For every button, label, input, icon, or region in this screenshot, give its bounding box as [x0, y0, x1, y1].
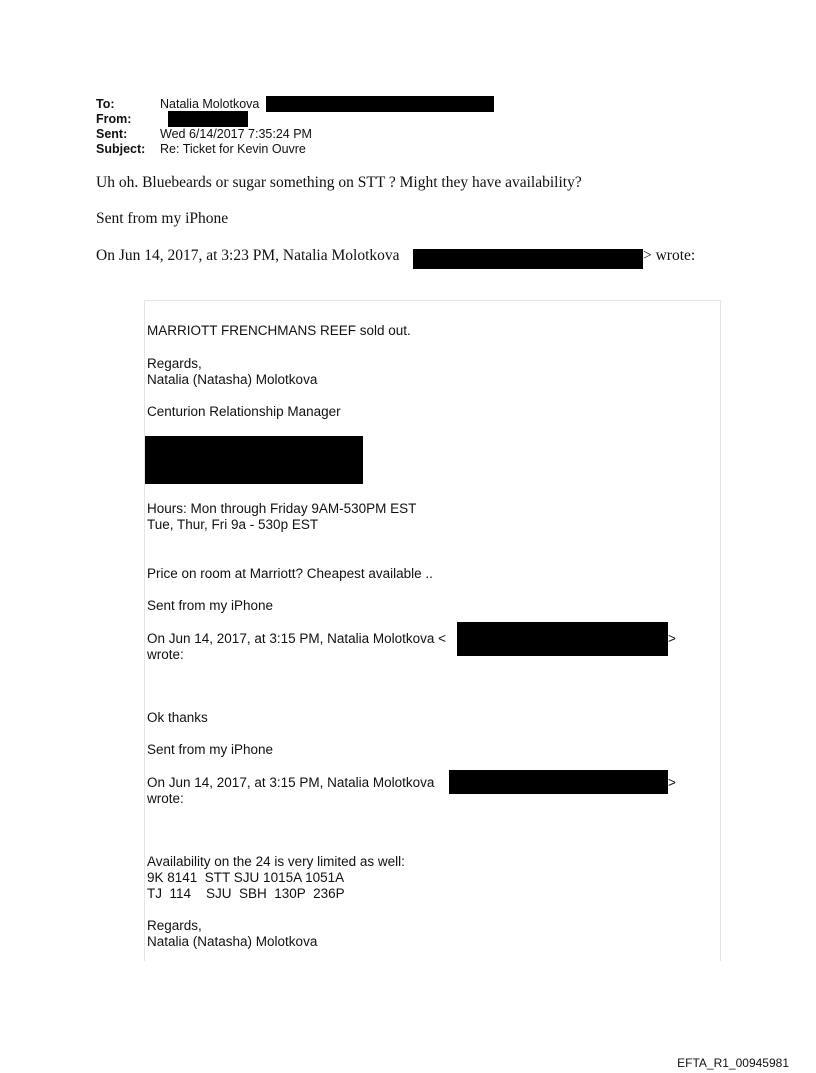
reply-intro-suffix: > wrote: [643, 247, 696, 264]
quoted-on-2: On Jun 14, 2017, at 3:15 PM, Natalia Molotkova [147, 775, 435, 790]
quoted-on-1: On Jun 14, 2017, at 3:15 PM, Natalia Molotkova < [147, 631, 447, 646]
quoted-on-1-suffix: > [668, 631, 676, 646]
quoted-flight-1: 9K 8141 STT SJU 1015A 1051A [147, 870, 345, 885]
quoted-availability: Availability on the 24 is very limited as well: [147, 854, 405, 869]
quoted-sent-1: Sent from my iPhone [147, 598, 274, 613]
subject-value: Re: Ticket for Kevin Ouvre [160, 142, 306, 156]
to-label: To: [96, 97, 115, 111]
to-value: Natalia Molotkova [160, 97, 260, 111]
from-label: From: [96, 112, 132, 126]
quoted-regards-2: Regards, [147, 918, 202, 933]
quoted-wrote-2: wrote: [147, 791, 184, 806]
quoted-price-question: Price on room at Marriott? Cheapest available .. [147, 566, 433, 581]
quoted-name-2: Natalia (Natasha) Molotkova [147, 934, 318, 949]
sent-label: Sent: [96, 127, 128, 141]
to-redaction [266, 96, 494, 112]
quoted-regards-1: Regards, [147, 356, 202, 371]
sent-value: Wed 6/14/2017 7:35:24 PM [160, 127, 312, 141]
message-line-1: Uh oh. Bluebeards or sugar something on STT ? Might they have availability? [96, 174, 582, 191]
subject-label: Subject: [96, 142, 146, 156]
quoted-title: Centurion Relationship Manager [147, 404, 341, 419]
reply-intro-text: On Jun 14, 2017, at 3:23 PM, Natalia Molotkova [96, 247, 400, 264]
quoted-name-1: Natalia (Natasha) Molotkova [147, 372, 318, 387]
email-redaction-2 [457, 622, 668, 656]
quoted-wrote-1: wrote: [147, 647, 184, 662]
document-id: EFTA_R1_00945981 [677, 1056, 789, 1070]
quoted-sold-out: MARRIOTT FRENCHMANS REEF sold out. [147, 323, 411, 338]
message-line-2: Sent from my iPhone [96, 210, 229, 227]
quoted-sent-2: Sent from my iPhone [147, 742, 274, 757]
quoted-hours-2: Tue, Thur, Fri 9a - 530p EST [147, 517, 319, 532]
quoted-hours-1: Hours: Mon through Friday 9AM-530PM EST [147, 501, 417, 516]
message-line-3 [96, 247, 400, 265]
quoted-on-2-suffix: > [668, 775, 676, 790]
email-redaction-3 [449, 770, 668, 794]
quoted-ok-thanks: Ok thanks [147, 710, 208, 725]
from-redaction [168, 111, 248, 127]
email-redaction-1 [413, 249, 643, 269]
quoted-flight-2: TJ 114 SJU SBH 130P 236P [147, 886, 345, 901]
signature-redaction [145, 436, 363, 484]
